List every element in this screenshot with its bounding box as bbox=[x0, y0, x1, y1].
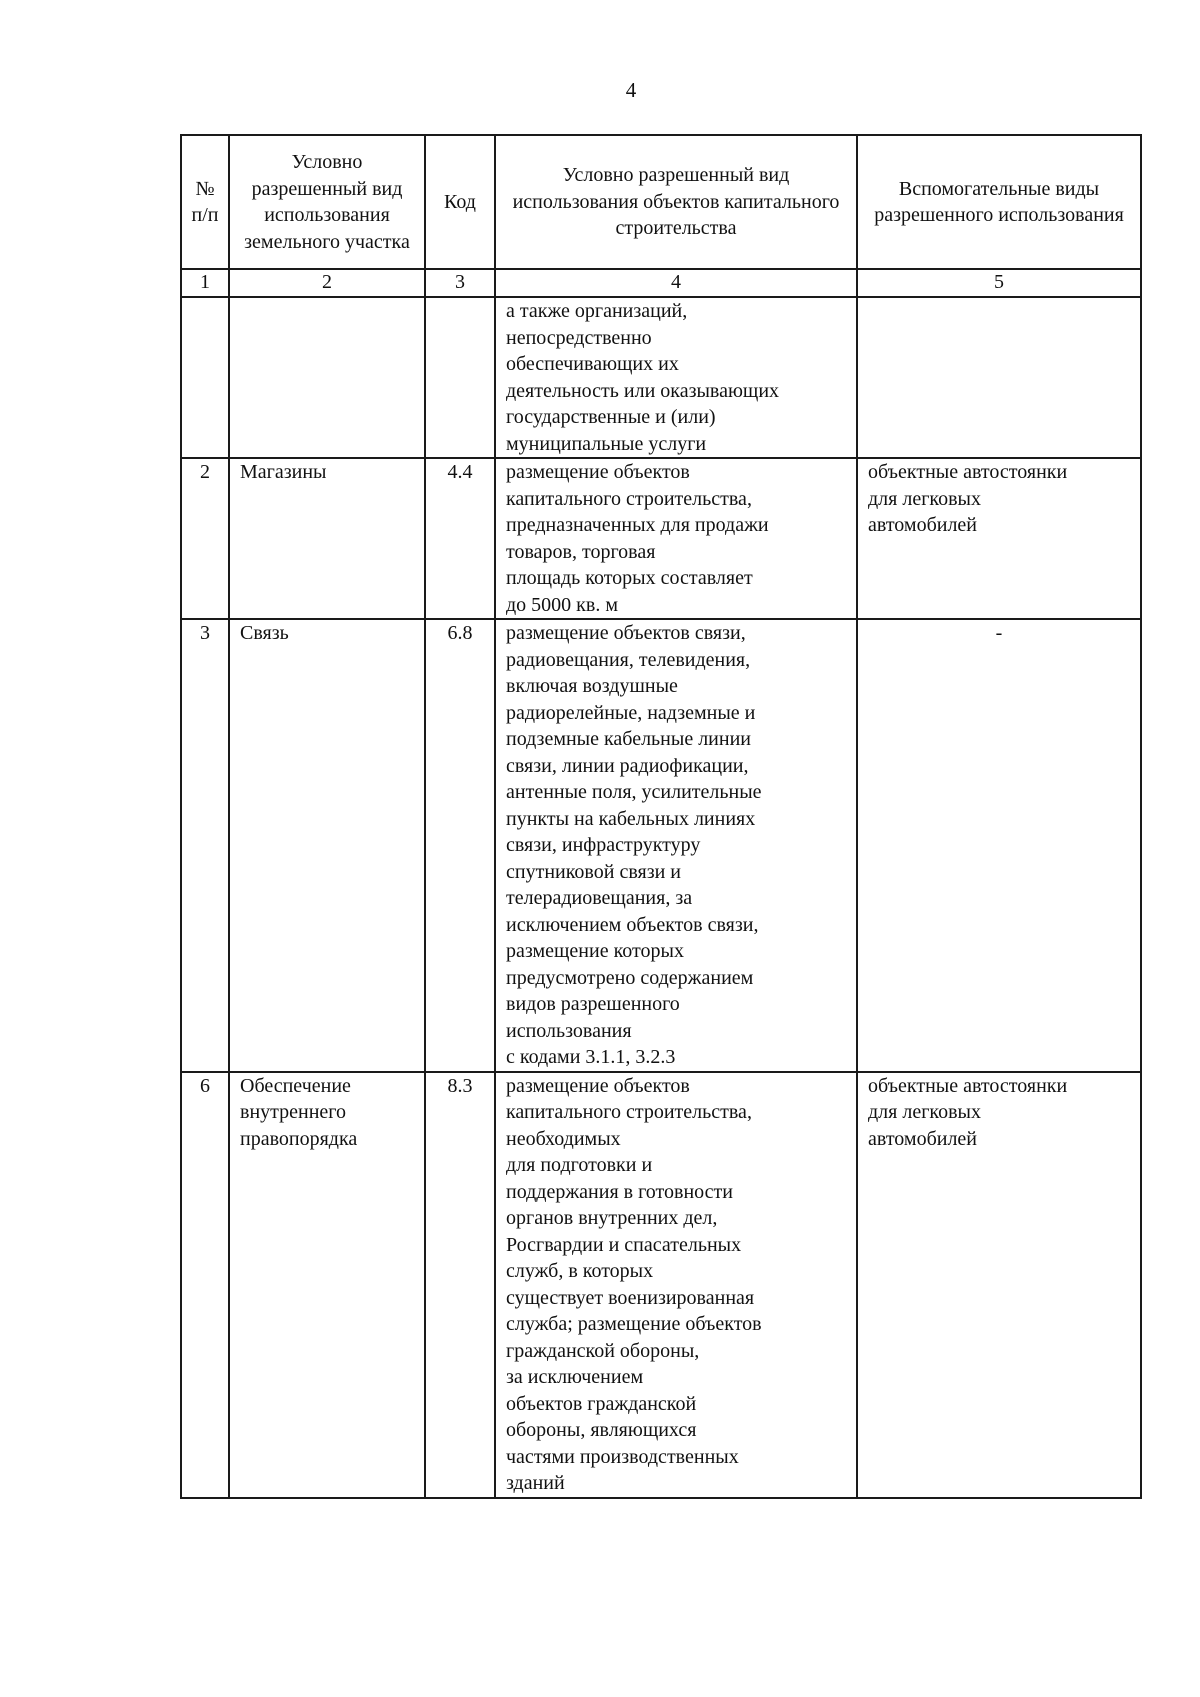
header-object-use: Условно разрешенный вид использования объектов капитального строительства bbox=[495, 135, 857, 269]
description-line: антенные поля, усилительные bbox=[506, 781, 762, 803]
object-use-description bbox=[495, 458, 857, 619]
description-line: спутниковой связи и bbox=[506, 860, 681, 883]
column-number: 1 bbox=[181, 269, 229, 297]
description-line: капитального строительства, bbox=[506, 487, 752, 510]
description-line: служб, в которых bbox=[506, 1260, 654, 1282]
description-line: размещение объектов связи, bbox=[506, 622, 746, 644]
row-number: 3 bbox=[181, 619, 229, 1072]
row-number: 2 bbox=[181, 458, 229, 619]
aux-use-line: объектные автостоянки bbox=[868, 461, 1068, 483]
land-use-name-line: правопорядка bbox=[240, 1127, 358, 1150]
description-line: обороны, являющихся bbox=[506, 1419, 697, 1441]
use-code bbox=[425, 297, 495, 458]
description-line: гражданской обороны, bbox=[506, 1339, 700, 1362]
description-line: обеспечивающих их bbox=[506, 353, 679, 375]
description-line: существует военизированная bbox=[506, 1286, 755, 1309]
land-use-name bbox=[229, 619, 425, 1072]
land-use-name bbox=[229, 297, 425, 458]
column-number: 4 bbox=[495, 269, 857, 297]
description-line: связи, линии радиофикации, bbox=[506, 754, 749, 777]
header-code: Код bbox=[425, 135, 495, 269]
description-line: размещение объектов bbox=[506, 461, 690, 483]
description-line: размещение объектов bbox=[506, 1074, 690, 1097]
description-line: подземные кабельные линии bbox=[506, 728, 751, 750]
table-row bbox=[181, 1072, 1141, 1498]
description-line: радиорелейные, надземные и bbox=[506, 701, 756, 724]
aux-use bbox=[857, 297, 1141, 458]
aux-use-line: - bbox=[995, 622, 1003, 644]
column-number: 2 bbox=[229, 269, 425, 297]
description-line: служба; размещение объектов bbox=[506, 1313, 762, 1335]
land-use-table bbox=[180, 134, 1142, 1499]
description-line: деятельность или оказывающих bbox=[506, 379, 780, 402]
description-line: Росгвардии и спасательных bbox=[506, 1233, 742, 1256]
description-line: пункты на кабельных линиях bbox=[506, 807, 756, 830]
table-header-row bbox=[181, 135, 1141, 269]
land-use-name bbox=[229, 458, 425, 619]
description-line: с кодами 3.1.1, 3.2.3 bbox=[506, 1046, 676, 1068]
land-use-name-line: внутреннего bbox=[240, 1101, 346, 1123]
page-number: 4 bbox=[625, 78, 637, 102]
land-use-name bbox=[229, 1072, 425, 1498]
land-use-name-line: Магазины bbox=[240, 461, 327, 483]
description-line: площадь которых составляет bbox=[506, 567, 753, 589]
description-line: поддержания в готовности bbox=[506, 1180, 733, 1203]
use-code: 6.8 bbox=[425, 619, 495, 1072]
description-line: а также организаций, bbox=[506, 300, 688, 322]
header-aux-use: Вспомогательные виды разрешенного использования bbox=[857, 135, 1141, 269]
description-line: радиовещания, телевидения, bbox=[506, 648, 751, 671]
table-row bbox=[181, 458, 1141, 619]
description-line: телерадиовещания, за bbox=[506, 887, 693, 909]
description-line: связи, инфраструктуру bbox=[506, 834, 701, 856]
description-line: для подготовки и bbox=[506, 1154, 653, 1176]
description-line: товаров, торговая bbox=[506, 540, 656, 563]
row-number: 6 bbox=[181, 1072, 229, 1498]
description-line: использования bbox=[506, 1019, 632, 1042]
column-number: 3 bbox=[425, 269, 495, 297]
land-use-name-line: Связь bbox=[240, 622, 289, 644]
description-line: размещение которых bbox=[506, 940, 684, 962]
description-line: капитального строительства, bbox=[506, 1101, 752, 1123]
aux-use-line: для легковых bbox=[868, 487, 981, 510]
use-code: 8.3 bbox=[425, 1072, 495, 1498]
aux-use bbox=[857, 1072, 1141, 1498]
table-row bbox=[181, 297, 1141, 458]
aux-use-line: для легковых bbox=[868, 1101, 981, 1123]
aux-use-line: автомобилей bbox=[868, 514, 978, 536]
aux-use bbox=[857, 458, 1141, 619]
column-number: 5 bbox=[857, 269, 1141, 297]
land-use-name-line: Обеспечение bbox=[240, 1074, 351, 1097]
aux-use-line: автомобилей bbox=[868, 1127, 978, 1150]
description-line: государственные и (или) bbox=[506, 406, 716, 428]
description-line: органов внутренних дел, bbox=[506, 1207, 718, 1229]
object-use-description bbox=[495, 297, 857, 458]
description-line: муниципальные услуги bbox=[506, 432, 707, 455]
object-use-description bbox=[495, 619, 857, 1072]
description-line: видов разрешенного bbox=[506, 993, 680, 1015]
description-line: включая воздушные bbox=[506, 675, 678, 697]
description-line: частями производственных bbox=[506, 1445, 739, 1468]
description-line: объектов гражданской bbox=[506, 1392, 697, 1415]
description-line: необходимых bbox=[506, 1127, 621, 1150]
description-line: непосредственно bbox=[506, 326, 652, 349]
object-use-description bbox=[495, 1072, 857, 1498]
description-line: предусмотрено содержанием bbox=[506, 966, 754, 989]
use-code: 4.4 bbox=[425, 458, 495, 619]
description-line: за исключением bbox=[506, 1366, 644, 1388]
description-line: исключением объектов связи, bbox=[506, 913, 759, 936]
header-num: № п/п bbox=[181, 135, 229, 269]
table-row bbox=[181, 619, 1141, 1072]
row-number bbox=[181, 297, 229, 458]
aux-use-line: объектные автостоянки bbox=[868, 1074, 1068, 1097]
header-land-use: Условно разрешенный вид использования земельного участка bbox=[229, 135, 425, 269]
description-line: до 5000 кв. м bbox=[506, 593, 618, 616]
column-number-row bbox=[181, 269, 1141, 297]
description-line: зданий bbox=[506, 1472, 565, 1494]
aux-use bbox=[857, 619, 1141, 1072]
description-line: предназначенных для продажи bbox=[506, 514, 769, 536]
